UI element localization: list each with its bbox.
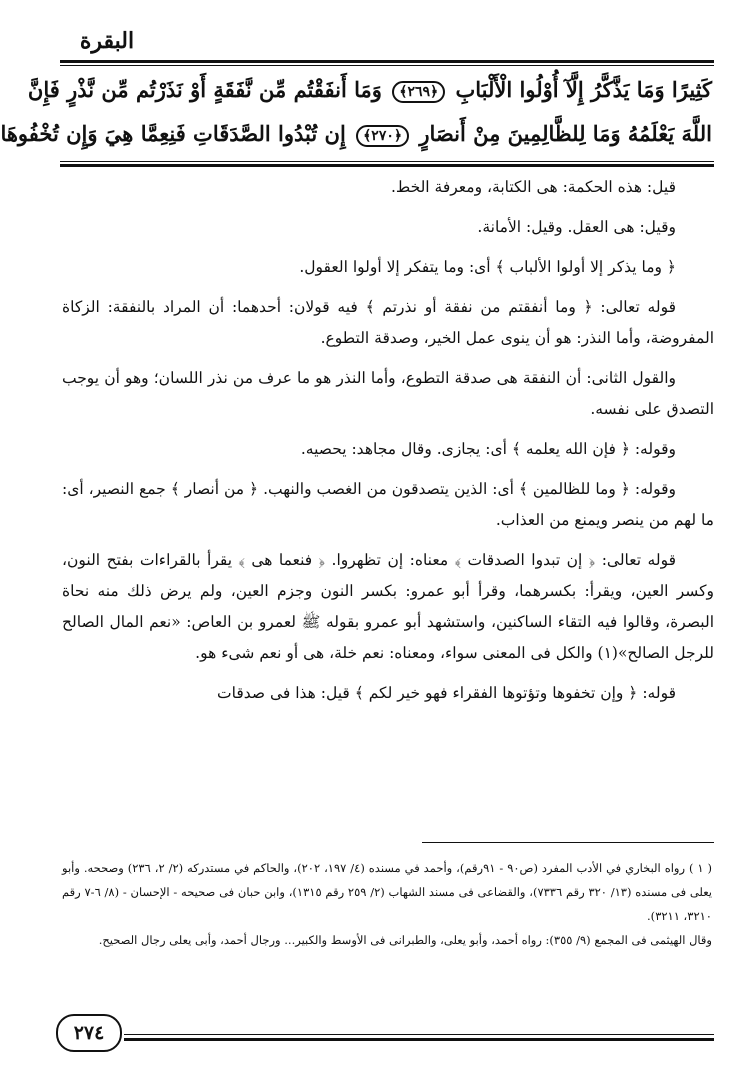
paragraph: والقول الثانى: أن النفقة هى صدقة التطوع، وأما النذر هو ما عرف من نذر اللسان؛ وهو أن يوجب التصدق على نفسه. — [62, 369, 714, 418]
ayah-number-marker: ﴿٢٦٩﴾ — [392, 81, 445, 103]
paragraph: ﴿ وما يذكر إلا أولوا الألباب ﴾ أى: وما يتفكر إلا أولوا العقول. — [299, 258, 676, 276]
footnote: ( ١ ) رواه البخاري في الأدب المفرد (ص٩٠ - ٩١رقم)، وأحمد في مسنده (٤/ ١٩٧، ٢٠٢)، والحاكم في مستدركه (٢/ ٢، ٢٣٦) وصححه. وأبو يعلى فى مسنده (١٣/ ٣٢٠ رقم ٧٣٣٦)، والقضاعى فى مسند الشهاب (٢/ ٢٥٩ رقم ١٣١٥)، وابن حبان فى صحيحه - الإحسان - (٨/ ٦-٧ رقم ٣٢١٠، ٣٢١١). — [62, 861, 713, 923]
surah-title: البقرة — [79, 28, 135, 54]
paragraph: وقوله: ﴿ فإن الله يعلمه ﴾ أى: يجازى. وقال مجاهد: يحصيه. — [300, 440, 676, 458]
paragraph: قوله تعالى: ﴿ إن تبدوا الصدقات ﴾ معناه: إن تظهروا. ﴿ فنعما هى ﴾ يقرأ بالقراءات بفتح النون، وكسر العين، ويقرأ: بكسرهما، وقرأ أبو عمرو: بكسر النون وجزم العين، ولم يرض ذلك منه نحاة البصرة، وقالوا فيه التقاء الساكنين، واستشهد أبو عمرو بقوله ﷺ لعمرو بن العاص: «نعم المال الصالح للرجل الصالح»(١) والكل فى المعنى سواء، ومعناه: نعم خلة، هى أو نعم شىء هو. — [62, 551, 714, 662]
footer-rule-thin — [124, 1034, 714, 1035]
paragraph: وقوله: ﴿ وما للظالمين ﴾ أى: الذين يتصدقون من الغصب والنهب. ﴿ من أنصار ﴾ جمع النصير، أى: ما لهم من ينصر ويمنع من العذاب. — [62, 480, 714, 529]
paragraph: قوله تعالى: ﴿ وما أنفقتم من نفقة أو نذرتم ﴾ فيه قولان: أحدهما: أن المراد بالنفقة: الزكاة المفروضة، وأما النذر: هو أن ينوى عمل الخير، وصدقة التطوع. — [62, 298, 714, 347]
footnotes — [62, 856, 712, 952]
quran-line — [0, 112, 712, 156]
verse-text: إِن تُبْدُوا الصَّدَقَاتِ فَنِعِمَّا هِيَ وَإِن تُخْفُوهَا — [0, 121, 346, 146]
footnote: وقال الهيثمى فى المجمع (٩/ ٣٥٥): رواه أحمد، وأبو يعلى، والطبرانى فى الأوسط والكبير... ورجال أحمد، وأبى يعلى رجال الصحيح. — [98, 933, 712, 947]
verse-text: كَثِيرًا وَمَا يَذَّكَّرُ إِلَّآ أُوْلُوا الْأَلْبَابِ — [455, 77, 712, 102]
verse-text: اللَّهَ يَعْلَمُهُ وَمَا لِلظَّالِمِينَ مِنْ أَنصَارٍ — [419, 121, 712, 146]
verse-text: وَمَا أَنفَقْتُم مِّن نَّفَقَةٍ أَوْ نَذَرْتُم مِّن نَّذْرٍ فَإِنَّ — [27, 77, 382, 102]
footnote-rule — [422, 842, 714, 843]
paragraph: وقيل: هى العقل. وقيل: الأمانة. — [477, 218, 676, 236]
footer-rule — [124, 1038, 714, 1041]
verse-separator-thin — [60, 161, 714, 162]
quran-line — [27, 68, 712, 112]
ayah-number: ٢٦٩ — [407, 83, 430, 100]
quran-verse-block — [0, 68, 712, 156]
verse-separator — [60, 164, 714, 167]
paragraph: قيل: هذه الحكمة: هى الكتابة، ومعرفة الخط. — [390, 178, 676, 196]
ayah-number-marker: ﴿٢٧٠﴾ — [356, 125, 409, 147]
paragraph: قوله: ﴿ وإن تخفوها وتؤتوها الفقراء فهو خير لكم ﴾ قيل: هذا فى صدقات — [217, 684, 676, 702]
ayah-number: ٢٧٠ — [371, 127, 394, 144]
commentary-text — [62, 172, 714, 718]
header-rule-thin — [60, 65, 714, 66]
header-rule — [60, 60, 714, 63]
page-number: ٢٧٤ — [56, 1014, 122, 1052]
